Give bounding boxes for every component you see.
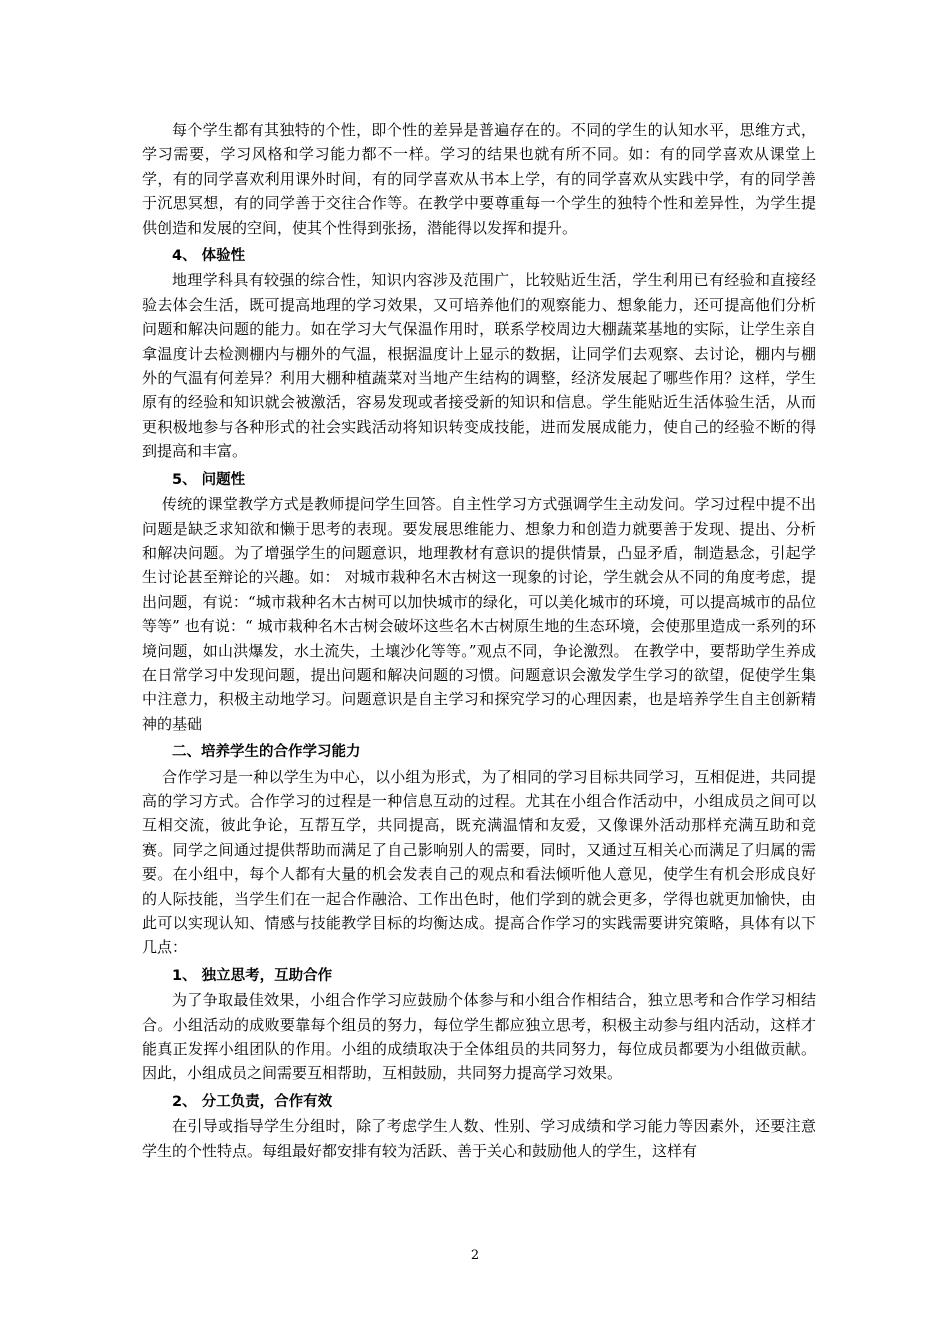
paragraph-experiential: 地理学科具有较强的综合性，知识内容涉及范围广，比较贴近生活，学生利用已有经验和直接经验去体会生活，既可提高地理的学习效果，又可培养他们的观察能力、想象能力，还可提高他们分析问题和解决问题的能力。如在学习大气保温作用时，联系学校周边大棚蔬菜基地的实际，让学生亲自拿温度计去检测棚内与棚外的气温，根据温度计上显示的数据，让同学们去观察、去讨论，棚内与棚外的气温有何差异？利用大棚种植蔬菜对当地产生结构的调整，经济发展起了哪些作用？这样，学生原有的经验和知识就会被激活，容易发现或者接受新的知识和信息。学生能贴近生活体验生活，从而更积极地参与各种形式的社会实践活动将知识转变成技能，进而发展成能力，使自己的经验不断的得到提高和丰富。	[142, 271, 816, 461]
paragraph-cooperative-learning: 合作学习是一种以学生为中心，以小组为形式，为了相同的学习目标共同学习，互相促进，共同提高的学习方式。合作学习的过程是一种信息互动的过程。尤其在小组合作活动中，小组成员之间可以互相交流，彼此争论，互帮互学，共同提高，既充满温情和友爱，又像课外活动那样充满互助和竞赛。同学之间通过提供帮助而满足了自己影响别人的需要，同时，又通过互相关心而满足了归属的需要。在小组中，每个人都有大量的机会发表自己的观点和看法倾听他人意见，使学生有机会形成良好的人际技能，当学生们在一起合作融洽、工作出色时，他们学到的就会更多，学得也就更加愉快，由此可以实现认知、情感与技能教学目标的均衡达成。提高合作学习的实践需要讲究策略，具体有以下几点：	[142, 767, 816, 957]
page-number: 2	[470, 1248, 480, 1263]
heading-independent-thinking: 1、 独立思考，互助合作	[172, 967, 333, 984]
heading-experiential: 4、 体验性	[172, 248, 246, 265]
paragraph-individuality: 每个学生都有其独特的个性，即个性的差异是普遍存在的。不同的学生的认知水平，思维方式，学习需要，学习风格和学习能力都不一样。学习的结果也就有所不同。如：有的同学喜欢从课堂上学，有的同学喜欢利用课外时间，有的同学喜欢从书本上学，有的同学喜欢从实践中学，有的同学善于沉思冥想，有的同学善于交往合作等。在教学中要尊重每一个学生的独特个性和差异性，为学生提供创造和发展的空间，使其个性得到张扬，潜能得以发挥和提升。	[142, 121, 816, 237]
paragraph-independent-thinking: 为了争取最佳效果，小组合作学习应鼓励个体参与和小组合作相结合，独立思考和合作学习相结合。小组活动的成败要靠每个组员的努力，每位学生都应独立思考，积极主动参与组内活动，这样才能真正发挥小组团队的作用。小组的成绩取决于全体组员的共同努力，每位成员都要为小组做贡献。因此，小组成员之间需要互相帮助，互相鼓励，共同努力提高学习效果。	[142, 991, 816, 1083]
document-body	[142, 118, 816, 1163]
heading-cooperative-learning: 二、培养学生的合作学习能力	[172, 744, 361, 761]
paragraph-division-of-labor: 在引导或指导学生分组时，除了考虑学生人数、性别、学习成绩和学习能力等因素外，还要注意学生的个性特点。每组最好都安排有较为活跃、善于关心和鼓励他人的学生，这样有	[142, 1117, 816, 1160]
heading-division-of-labor: 2、 分工负责，合作有效	[172, 1093, 333, 1110]
paragraph-problem-oriented: 传统的课堂教学方式是教师提问学生回答。自主性学习方式强调学生主动发问。学习过程中提不出问题是缺乏求知欲和懒于思考的表现。要发展思维能力、想象力和创造力就要善于发现、提出、分析和解决问题。为了增强学生的问题意识，地理教材有意识的提供情景，凸显矛盾，制造悬念，引起学生讨论甚至辩论的兴趣。如： 对城市栽种名木古树这一现象的讨论，学生就会从不同的角度考虑，提出问题，有说：“城市栽种名木古树可以加快城市的绿化，可以美化城市的环境，可以提高城市的品位等等” 也有说：“ 城市栽种名木古树会破坏这些名木古树原生地的生态环境，会使那里造成一系列的环境问题，如山洪爆发，水土流失，土壤沙化等等。”观点不同，争论激烈。 在教学中，要帮助学生养成在日常学习中发现问题，提出问题和解决问题的习惯。问题意识会激发学生学习的欲望，促使学生集中注意力，积极主动地学习。问题意识是自主学习和探究学习的心理因素，也是培养学生自主创新精神的基础	[142, 495, 816, 733]
heading-problem-oriented: 5、 问题性	[172, 471, 246, 488]
